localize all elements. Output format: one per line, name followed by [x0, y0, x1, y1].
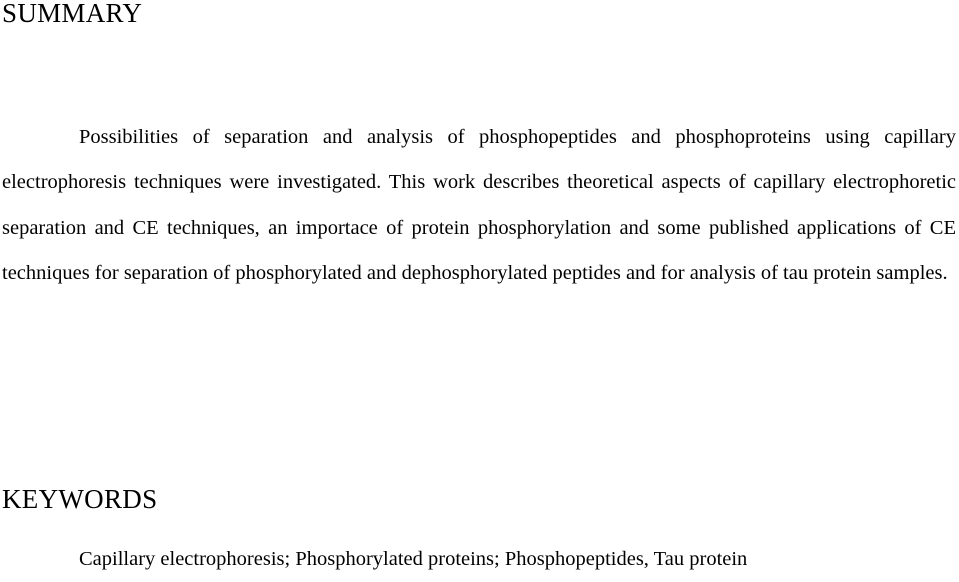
keywords-list: Capillary electrophoresis; Phosphorylated proteins; Phosphopeptides, Tau protein — [79, 548, 748, 570]
summary-paragraph: Possibilities of separation and analysis of phosphopeptides and phosphoproteins using capillary electrophoresis techniques were investigated. This work describes theoretical aspects of capillary electrophoretic separation and CE techniques, an importace of protein phosphorylation and some published applications of CE techniques for separation of phosphorylated and dephosphorylated peptides and for analysis of tau protein samples. — [2, 126, 956, 285]
keywords-heading: KEYWORDS — [2, 484, 158, 514]
summary-heading: SUMMARY — [2, 0, 143, 28]
